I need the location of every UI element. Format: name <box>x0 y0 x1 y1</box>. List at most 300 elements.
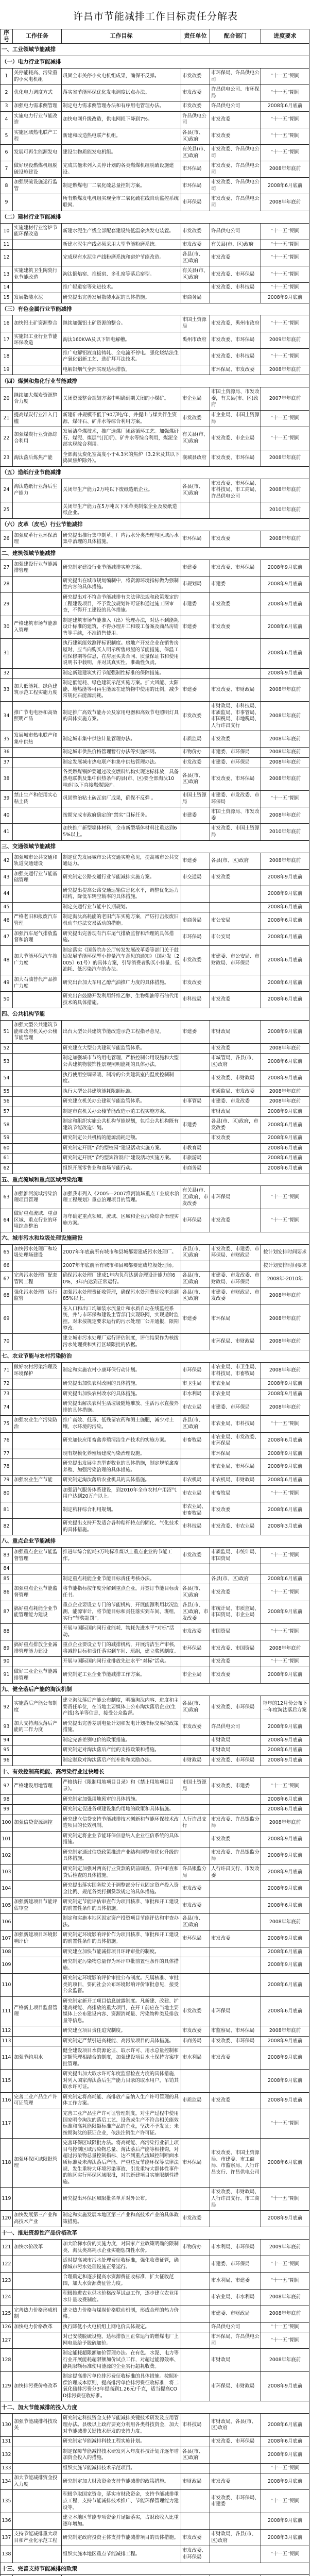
table-row <box>1 576 309 592</box>
row-goal: 研究建立机关办公建筑节能监管体系。 <box>62 1097 181 1107</box>
row-responsible: 有关县(市、区)政府 <box>181 427 210 450</box>
table-row <box>1 869 309 886</box>
table-row <box>1 886 309 902</box>
row-index: 6 <box>1 145 13 161</box>
row-responsible <box>181 824 210 840</box>
row-deadline: 2008年-2010年 <box>261 1271 309 1287</box>
row-cooperating: 市水利局、市环保局 <box>210 2240 261 2256</box>
row-cooperating <box>210 639 261 668</box>
row-cooperating: 市农业局、市环保局 <box>210 1459 261 1476</box>
row-cooperating: 市建委 <box>210 576 261 592</box>
row-goal: 淘汰160KVA及以下铝电解槽。 <box>62 332 181 348</box>
row-deadline: 2010年年底前 <box>261 824 309 840</box>
row-responsible: 各县(市、区)政府 <box>181 2447 210 2463</box>
row-cooperating <box>210 2211 261 2227</box>
row-responsible: 市商务局 <box>181 293 210 303</box>
row-cooperating: 市发改委、市财政局 <box>210 1070 261 1087</box>
table-row <box>1 2092 309 2109</box>
row-goal: 研究建立信贷支持节能减排技术创新和节能环保技术改造项目的长效机制。 <box>62 1815 181 1831</box>
row-responsible: 市农业局 <box>181 1399 210 1416</box>
row-goal: 完成其他未列入关停计划的各类燃煤机组脱硫设施建设。 <box>62 161 181 178</box>
row-task: 加强脱硫设施运行监管 <box>13 178 62 194</box>
row-task <box>13 1624 62 1640</box>
row-responsible: 各县(市、区)政府 <box>181 1287 210 1304</box>
row-goal: 现有规模化养殖场建成污染治理设施。 <box>62 1449 181 1459</box>
section-title: 六、城市污水和垃圾处理设施建设 <box>1 1232 309 1244</box>
table-row <box>1 1133 309 1144</box>
row-responsible: 市发改委 <box>181 2530 210 2546</box>
row-task: 搞好重点排放企业减排管理能力建设 <box>13 1640 62 1657</box>
row-deadline: 2008年6月底前 <box>261 178 309 194</box>
row-task: 搞好重点耗能企业节能管理能力建设 <box>13 1601 62 1624</box>
row-task <box>13 1831 62 1848</box>
row-task: 加快污水处理厂和垃圾处理场建设 <box>13 1244 62 1261</box>
row-task <box>13 2332 62 2349</box>
row-responsible: 人行许昌支行 <box>181 1815 210 1831</box>
row-goal: 制定新建建筑实行节能强制性标准的保障措施。 <box>62 668 181 679</box>
row-cooperating <box>210 1947 261 1957</box>
row-goal: 开展与国际国内同行业排放先进水平“对标”活动。 <box>62 1657 181 1667</box>
row-goal: 对已安装脱硫设施、达标排放且正常运行的燃煤电厂上网电量给予脱硫加价。 <box>62 2332 181 2349</box>
row-task <box>13 1154 62 1164</box>
row-goal: 完成现有水泥生产线粉磨系统和窑炉节能改造。 <box>62 250 181 266</box>
row-cooperating <box>210 1957 261 1974</box>
row-task <box>13 2447 62 2463</box>
row-deadline: “十一五”期间 <box>261 283 309 293</box>
row-index: 92 <box>1 1696 13 1719</box>
row-index: 56 <box>1 1097 13 1107</box>
row-deadline: 2008年年底前 <box>261 853 309 869</box>
table-row <box>1 1097 309 1107</box>
row-deadline: 2008年6月底前 <box>261 1997 309 2026</box>
row-deadline: “十一五”期间 <box>261 1485 309 1502</box>
row-index: 17 <box>1 332 13 348</box>
table-row <box>1 2139 309 2188</box>
row-goal: 制定重点耗能企业节能目标责任考核办法。 <box>62 1574 181 1584</box>
table-row <box>1 111 309 128</box>
row-responsible: 市国土资源局 <box>181 315 210 332</box>
row-goal: 研究建立加快节能减排项目环评审批的制度。 <box>62 1947 181 1957</box>
row-responsible: 市财政局 <box>181 2473 210 2490</box>
row-goal: 研究制定污染物总量作为环评审批前置性条件的具体措施。 <box>62 1957 181 1974</box>
row-cooperating <box>210 886 261 902</box>
row-cooperating: 市发改委、市环保局 <box>210 450 261 466</box>
row-task <box>13 1485 62 1502</box>
table-row <box>1 1624 309 1640</box>
row-goal: 研究制定加强对两高行业贷款的贷前调查、贷中审查和贷后检查的具体措施。 <box>62 1865 181 1881</box>
table-row <box>1 1831 309 1848</box>
table-row <box>1 929 309 945</box>
row-goal: 制定加强城市节约用电管理、严格控制公用设施和大型公共建筑物装饰性景观照明能耗的具体办法。 <box>62 1054 181 1070</box>
row-deadline: “十一五”期间 <box>261 111 309 128</box>
header-deadline: 进度要求 <box>261 29 309 44</box>
row-index: 83 <box>1 1548 13 1564</box>
row-cooperating: 各县(市、区)政府 <box>210 1574 261 1584</box>
row-index: 28 <box>1 576 13 592</box>
row-deadline: 2008年年底前 <box>261 1087 309 1097</box>
row-goal: 执行建筑能效测评标识制度。房地产开发企业在销售房屋时，应当向购买人明示所售房屋的节能措施、保温工程保修期等信息，在房屋买卖合同、质量保证书和使用说明书中载明，并对其真实性、准确性负责。 <box>62 639 181 668</box>
row-task <box>13 2109 62 2138</box>
row-index: 118 <box>1 2139 13 2188</box>
row-deadline: 2008年6月底前 <box>261 1974 309 1997</box>
row-index: 59 <box>1 1133 13 1144</box>
row-responsible: 市发改委 <box>181 101 210 112</box>
table-row <box>1 365 309 375</box>
row-task <box>13 1097 62 1107</box>
row-task: 做好重点流域、重点区域、重点行业的环境综合整治 <box>13 1209 62 1232</box>
row-task: 严格新上项目监督管理 <box>13 1997 62 2026</box>
row-responsible <box>181 1133 210 1144</box>
row-responsible <box>181 2490 210 2513</box>
row-index: 70 <box>1 1334 13 1350</box>
table-row <box>1 2256 309 2273</box>
row-cooperating: 市发改委、市环保局、市建委 <box>210 2490 261 2513</box>
row-goal: 研究出台加大车用乙醇汽油推广力度的具体措施。 <box>62 975 181 992</box>
table-row <box>1 1021 309 1044</box>
header-task: 工作任务 <box>13 29 62 44</box>
row-goal: 制定市直机关办公楼节能改造示范工程实施方案。 <box>62 1107 181 1117</box>
table-row <box>1 1881 309 1897</box>
row-responsible: 市建委 <box>181 1117 210 1133</box>
row-responsible: 市商务局 <box>181 912 210 929</box>
row-task: 加强汽车尾气排放监督和治理 <box>13 929 62 945</box>
table-row <box>1 332 309 348</box>
table-row <box>1 639 309 668</box>
row-goal: 研究制定将高耗能、高排放产品纳入生产许可管理的具体工作方案。 <box>62 2092 181 2109</box>
row-task: 加强新建项目环境影响评价 <box>13 1930 62 1947</box>
row-task: 提高煤炭行业准入门槛 <box>13 411 62 427</box>
row-responsible <box>181 1735 210 1745</box>
row-cooperating: 市发改委、市国土资源局 <box>210 824 261 840</box>
table-row <box>1 178 309 194</box>
header-responsible: 责任单位 <box>181 29 210 44</box>
row-cooperating: 市发改委 <box>210 2473 261 2490</box>
row-deadline <box>261 1564 309 1574</box>
row-task <box>13 886 62 902</box>
row-deadline: 2008年6月底前 <box>261 975 309 992</box>
row-responsible <box>181 1957 210 1974</box>
row-responsible <box>181 2256 210 2273</box>
row-goal: 推广辊道窑等先进技术。 <box>62 283 181 293</box>
row-cooperating <box>210 2546 261 2563</box>
row-goal: 关闭年生产能力在5万吨以下禾草类制浆企业及废纸造纸企业。 <box>62 502 181 518</box>
row-goal: 研究提出完善现有汽车尾气排放监督和治理的具体措施。 <box>62 929 181 945</box>
row-task: 加强电力需求侧管理 <box>13 101 62 112</box>
row-cooperating: 各县(市、区)政府 <box>210 853 261 869</box>
row-task: 加大节能减排资金投入力度 <box>13 2473 62 2490</box>
row-task: 加强信贷资源调控 <box>13 1815 62 1831</box>
row-cooperating: 市发改委 <box>210 250 261 266</box>
row-task <box>13 1574 62 1584</box>
row-index: 35 <box>1 731 13 748</box>
row-task: 加强建设行业节能减排管理 <box>13 560 62 576</box>
row-task: 加强节约用水 <box>13 2046 62 2070</box>
row-deadline: 2008年9月底前 <box>261 2473 309 2490</box>
row-task <box>13 1881 62 1897</box>
row-deadline: 2008年年底前 <box>261 1363 309 1379</box>
row-index: 37 <box>1 757 13 768</box>
row-responsible <box>181 1848 210 1864</box>
row-goal: 研究提出环保区域限批名单并对外公布。 <box>62 2188 181 2211</box>
row-goal: 研究建立大型公共建筑节能监管体系。 <box>62 1043 181 1054</box>
row-deadline: 2008年年底前 <box>261 1815 309 1831</box>
table-row <box>1 1107 309 1117</box>
table-row <box>1 824 309 840</box>
row-task <box>13 1735 62 1745</box>
row-task <box>13 576 62 592</box>
table-row <box>1 1930 309 1947</box>
row-goal: 研究提出加快农村改水的具体措施。 <box>62 1389 181 1399</box>
row-goal: 建立淘汰落后产能公布制度，明确淘汰内容、进度和主要责任单位，在当地主要媒体上公布淘汰落后企业(生产线)名单等信息，接受公众监督。 <box>62 1696 181 1719</box>
row-cooperating <box>210 1897 261 1914</box>
row-cooperating: 市发改委、市环保局 <box>210 768 261 791</box>
row-deadline: “十一五”期间 <box>261 128 309 144</box>
row-responsible: 市建委 <box>181 1021 210 1044</box>
row-responsible: 市科技局 <box>181 2414 210 2437</box>
row-responsible: 各县(市、区)政府 <box>181 768 210 791</box>
row-cooperating: 市发改委 <box>210 1584 261 1601</box>
row-task: 加强煤炭行业资源综合利用 <box>13 427 62 450</box>
row-goal: 执行使用空调采暖、制冷的公共建筑室内温度控制制度。 <box>62 1070 181 1087</box>
row-responsible: 各县(市、区)政府 <box>181 479 210 502</box>
table-row <box>1 250 309 266</box>
row-deadline: 2008年年底前 <box>261 679 309 702</box>
row-index: 2 <box>1 85 13 101</box>
row-responsible <box>181 1831 210 1848</box>
row-responsible: 市发改委 <box>181 69 210 85</box>
table-row <box>1 315 309 332</box>
row-deadline: 2008年9月底前 <box>261 1107 309 1117</box>
row-responsible: 市环保局 <box>181 1363 210 1379</box>
row-cooperating: 市发改委、市环保局 <box>210 560 261 576</box>
row-deadline: 2008年9月底前 <box>261 1601 309 1624</box>
row-index: 49 <box>1 975 13 992</box>
row-task: 加强交通行业节能基础管理 <box>13 869 62 886</box>
row-goal: 制定和实施本地区固定资产投资项目节能评估和审查办法。 <box>62 1914 181 1930</box>
row-goal: 2007年年底前所有城市和县城都要建成污水处理厂。 <box>62 1244 181 1261</box>
row-cooperating: 市发改委 <box>210 1831 261 1848</box>
row-deadline: 2008年6月底前 <box>261 929 309 945</box>
row-cooperating <box>210 2513 261 2530</box>
table-row <box>1 531 309 547</box>
row-responsible <box>181 639 210 668</box>
row-cooperating: 市农机局、市财政局 <box>210 1476 261 1486</box>
row-index: 23 <box>1 450 13 466</box>
row-responsible <box>181 1564 210 1574</box>
row-index: 9 <box>1 194 13 211</box>
row-goal: 重点企业要设立专门的减排机构，开展清洁生产审核，将减排目标和责任落实到车间、班组，建立奖惩制度。 <box>62 1640 181 1657</box>
row-goal: 研究提出在城市规划编制中，将资源环境指标做为强制性内容的具体措施。 <box>62 576 181 592</box>
row-responsible: 市发改委 <box>181 757 210 768</box>
row-index: 27 <box>1 560 13 576</box>
row-index: 102 <box>1 1848 13 1864</box>
row-cooperating: 市环保局 <box>210 1304 261 1333</box>
header-index: 序号 <box>1 29 13 44</box>
row-deadline: “十一五”期间 <box>261 266 309 283</box>
header-goal: 工作目标 <box>62 29 181 44</box>
row-responsible: 市农机局 <box>181 1476 210 1486</box>
row-goal: 建立城市污水处理厂运行评估制度，评估结果作为核拨污水处理费和实行区域限批的依据。 <box>62 1334 181 1350</box>
table-row <box>1 2070 309 2093</box>
row-responsible <box>181 2070 210 2093</box>
table-row <box>1 791 309 807</box>
row-index: 31 <box>1 639 13 668</box>
row-cooperating: 市发改委、市财政局、人行许昌支行、市工商局 <box>210 2188 261 2211</box>
row-cooperating: 市财政局 <box>210 1735 261 1745</box>
row-responsible: 各县(市、区)政府 <box>181 1244 210 1261</box>
row-cooperating: 市发改委、市环保局 <box>210 1755 261 1766</box>
table-row <box>1 1117 309 1133</box>
table-row <box>1 1745 309 1756</box>
row-goal: 发展洁净煤技术，推广选煤厂闭路循环工艺。加强煤矸石、煤泥、煤层气(瓦斯)、矿井水等综合利用，煤泥全部实现综合利用。 <box>62 427 181 450</box>
row-index: 98 <box>1 1794 13 1805</box>
row-deadline: 2008年年底前 <box>261 194 309 211</box>
row-deadline: 2008年6月底前 <box>261 1476 309 1486</box>
row-deadline: 2008年年底前 <box>261 1287 309 1304</box>
row-index: 18 <box>1 348 13 365</box>
section-row <box>1 1174 309 1186</box>
row-responsible <box>181 1107 210 1117</box>
row-index: 105 <box>1 1897 13 1914</box>
row-cooperating: 市财政局 <box>210 2349 261 2372</box>
row-goal: 积极推进农业供水价格改革试点工作，逐步建立农业用水计量收费制度。 <box>62 2289 181 2306</box>
row-cooperating: 市建委、市环保局 <box>210 1399 261 1416</box>
row-goal: 研究提出支持开发适合各种秸秆特点的固化、气化技术的具体措施。 <box>62 1519 181 1535</box>
row-cooperating: 市建委、市环保局 <box>210 2256 261 2273</box>
row-task <box>13 748 62 758</box>
row-cooperating <box>210 1805 261 1815</box>
row-cooperating: 市发改委、市建委、市环保局、市财政局 <box>210 1244 261 1261</box>
table-row <box>1 679 309 702</box>
table-row <box>1 2414 309 2437</box>
row-responsible <box>181 1974 210 1997</box>
row-deadline: “十一五”期间 <box>261 2490 309 2513</box>
row-task <box>13 668 62 679</box>
row-goal: 出台大型公共建筑节能改造示范工程指导意见。 <box>62 1021 181 1044</box>
table-row <box>1 69 309 85</box>
row-deadline: 2008年6月底前 <box>261 2139 309 2188</box>
row-index: 3 <box>1 101 13 112</box>
row-cooperating <box>210 902 261 912</box>
row-responsible <box>181 2332 210 2349</box>
row-deadline: 2010年年底前 <box>261 502 309 518</box>
row-deadline: 2008年9月底前 <box>261 1459 309 1476</box>
row-index: 124 <box>1 2289 13 2306</box>
row-task: 严格建筑市场节能准入管理 <box>13 616 62 639</box>
row-cooperating <box>210 2447 261 2463</box>
row-goal: 制定推广高效节能办公及家用电器和高效节电照明灯具的具体实施方案。 <box>62 702 181 731</box>
row-task: 推广节电电器和高效照明产品 <box>13 702 62 731</box>
row-index: 32 <box>1 668 13 679</box>
row-task <box>13 1432 62 1449</box>
row-deadline: 2008年9月底前 <box>261 1379 309 1389</box>
row-deadline: “十一五”期间 <box>261 145 309 161</box>
row-deadline: “十一五”期间 <box>261 2273 309 2289</box>
table-row <box>1 1997 309 2026</box>
row-deadline: 2008年年底前 <box>261 807 309 824</box>
row-cooperating: 市质监局、市统计局、市国资局 <box>210 1548 261 1564</box>
row-responsible: 各县(市、区)政府 <box>181 250 210 266</box>
row-cooperating: 市发改委、许昌供电公司 <box>210 145 261 161</box>
table-row <box>1 1601 309 1624</box>
row-task <box>13 250 62 266</box>
row-goal: 研究制定节能评估审查作为项目核准、审批和开工建设的前置性条件的具体措施。 <box>62 1897 181 1914</box>
row-deadline: 2008年年底前 <box>261 161 309 178</box>
table-row <box>1 1640 309 1657</box>
row-task <box>13 1564 62 1574</box>
row-task <box>13 2513 62 2530</box>
row-index: 62 <box>1 1164 13 1174</box>
row-cooperating: 市发改委、市企业局 <box>210 427 261 450</box>
row-deadline: “十一五”期间 <box>261 240 309 250</box>
row-index: 99 <box>1 1805 13 1815</box>
table-row <box>1 1271 309 1287</box>
row-cooperating: 市发改委 <box>210 1043 261 1054</box>
section-row <box>1 1008 309 1021</box>
section-title: 十二、加大节能减排的投入力度 <box>1 2401 309 2414</box>
row-cooperating: 市发改委、市环保局 <box>210 332 261 348</box>
row-goal: 研究制定科技资金支持节能减排关键技术研发及应用管理办法。县级以上政府要充分利用各类科技资金，加大对节能减排关键技术研发的支持力度。 <box>62 2414 181 2437</box>
row-deadline: 2008年9月底前 <box>261 2046 309 2070</box>
row-responsible: 各县(市、区)政府 <box>181 1914 210 1930</box>
row-responsible <box>181 1745 210 1756</box>
row-index: 136 <box>1 2513 13 2530</box>
row-index: 87 <box>1 1601 13 1624</box>
row-deadline: 2008年9月底前 <box>261 1930 309 1947</box>
row-index: 119 <box>1 2188 13 2211</box>
table-row <box>1 85 309 101</box>
table-row <box>1 128 309 144</box>
row-responsible: 市规划局 <box>181 576 210 592</box>
row-goal: 全部淘汰炭化室高度小于4.3米的焦炉（3.2米及其以下捣固焦炉除外）。 <box>62 450 181 466</box>
row-responsible <box>181 502 210 518</box>
row-task: 加快排污费价格改革 <box>13 2372 62 2401</box>
row-responsible: 市旅游局 <box>181 1154 210 1164</box>
row-index: 1 <box>1 69 13 85</box>
row-deadline: 2008年9月底前 <box>261 1719 309 1735</box>
row-index: 108 <box>1 1947 13 1957</box>
section-title: （三）有色金属行业节能减排 <box>1 303 309 315</box>
row-cooperating: 市国资局 <box>210 1624 261 1640</box>
row-goal: 研究制定政府投资主体支持节能减排项目的具体措施。 <box>62 2530 181 2546</box>
row-responsible <box>181 2306 210 2322</box>
row-index: 19 <box>1 365 13 375</box>
section-title: 一、工业领域节能减排 <box>1 44 309 56</box>
row-goal: 加强我市列入《2005—2007淮河流域重点工业废水治理工程规划》重点治理项目的管理。 <box>62 1186 181 1209</box>
table-row <box>1 2349 309 2372</box>
row-task: 强化污水处理厂运行监管 <box>13 1287 62 1304</box>
table-row <box>1 101 309 112</box>
row-cooperating: 市发改委 <box>210 531 261 547</box>
row-deadline: 2008年9月底前 <box>261 1831 309 1848</box>
row-index: 39 <box>1 791 13 807</box>
row-goal: 制定发展城市热电联产和集中供热管理办法。 <box>62 757 181 768</box>
row-cooperating: 市公安局 <box>210 929 261 945</box>
section-title: （二）建材行业节能减排 <box>1 211 309 223</box>
row-cooperating: 市环保局 <box>210 1186 261 1209</box>
row-cooperating: 市发改委 <box>210 1657 261 1667</box>
row-cooperating <box>210 1143 261 1154</box>
row-task <box>13 1657 62 1667</box>
table-row <box>1 748 309 758</box>
row-cooperating: 各县(市、区)政府，市发改委 <box>210 1117 261 1133</box>
row-deadline: 2007年年底前 <box>261 387 309 411</box>
section-title: 十、有效控制高耗能、高污染行业过快增长 <box>1 1766 309 1778</box>
row-deadline: 2008年6月底前 <box>261 1154 309 1164</box>
table-row <box>1 1914 309 1930</box>
row-deadline: “十一五”期间 <box>261 1209 309 1232</box>
row-responsible: 市建委 <box>181 593 210 616</box>
